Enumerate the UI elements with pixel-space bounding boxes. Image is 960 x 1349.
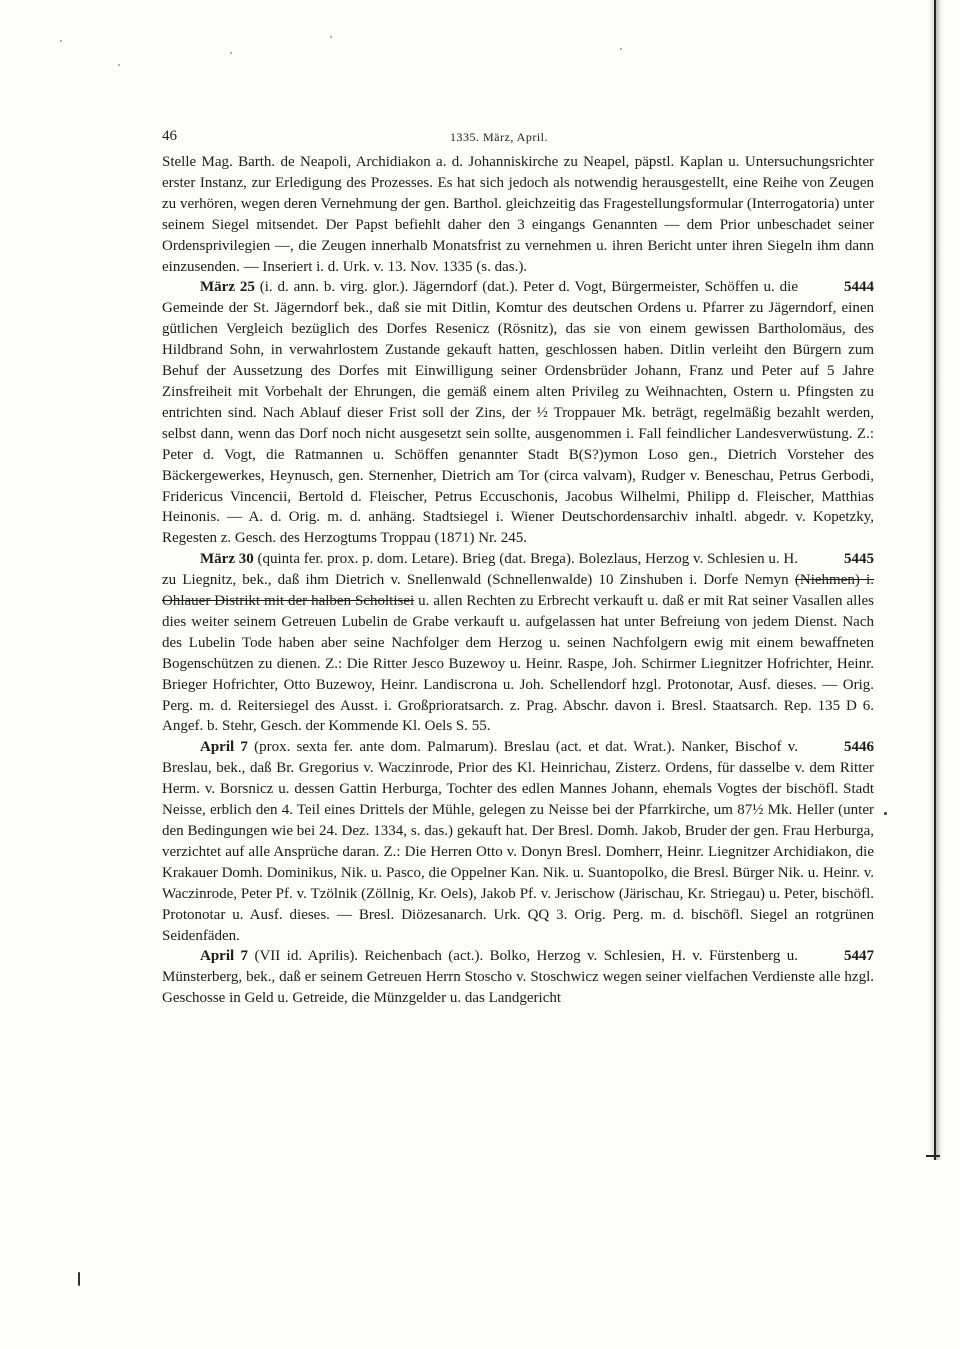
- entry-number: 5446: [844, 739, 874, 756]
- entry-number: 5447: [844, 948, 874, 965]
- scan-speck: [620, 48, 622, 50]
- entry-date: März 25: [200, 279, 255, 296]
- entry-number: 5445: [844, 551, 874, 568]
- entry-5444: [162, 277, 874, 549]
- scan-speck: [884, 812, 887, 815]
- scan-speck: [330, 36, 332, 38]
- page-number: 46: [162, 128, 177, 144]
- entry-text: u. allen Rechten zu Erbrecht verkauft u. daß er mit Rat seiner Vasallen alles dies weiter seinem Getreuen Lubelin de Grabe verkauft u. aufgelassen hat unter Befreiung von jedem Dienst. Nach des Lubelin Tode haben aber seine Nachfolger dem Herzog u. seinen Nachfolgern ewig mit einem bewaffneten Bogenschützen zu dienen. Z.: Die Ritter Jesco Buzewoy u. Heinr. Raspe, Joh. Schirmer Liegnitzer Hofrichter, Heinr. Brieger Hofrichter, Otto Buzewoy, Heinr. Landiscrona u. Joh. Schellendorf hzgl. Protonotar, Ausf. dieses. — Orig. Perg. m. d. Reitersiegel des Ausst. i. Großprioratsarch. z. Prag. Abschr. davon i. Bresl. Staatsarch. Rep. 135 D 6. Angef. b. Stehr, Gesch. der Kommende Kl. Oels S. 55.: [162, 593, 874, 735]
- entry-number: 5444: [844, 279, 874, 296]
- page-header: [162, 128, 874, 148]
- binding-shadow: [928, 0, 944, 1160]
- scan-speck: [60, 40, 62, 42]
- entry-5445: [162, 549, 874, 737]
- entry-date: April 7: [200, 739, 248, 756]
- running-head: 1335. März, April.: [450, 130, 548, 144]
- entry-date: April 7: [200, 948, 249, 965]
- entry-5446: [162, 737, 874, 946]
- entry-text: (i. d. ann. b. virg. glor.). Jägerndorf (dat.). Peter d. Vogt, Bürgermeister, Schöffen u. die Gemeinde der St. Jägerndorf bek., daß sie mit Ditlin, Komtur des deutschen Ordens u. Pfarrer zu Jägerndorf, einen gütlichen Vergleich bezüglich des Dorfes Resenicz (Rösnitz), das sie von einem gewissen Bartholomäus, des Hildbrand Sohn, in verwahrlostem Zustande gekauft hatten, geschlossen haben. Ditlin verleiht den Bürgern zum Behuf der Aussetzung des Dorfes mit Einwilligung seiner Ordensbrüder Johann, Franz und Peter auf 5 Jahre Zinsfreiheit mit Vorbehalt der Ehrungen, die gemäß einem alten Privileg zu Weihnachten, Ostern u. Pfingsten zu entrichten sind. Nach Ablauf dieser Frist soll der Zins, der ½ Troppauer Mk. beträgt, regelmäßig bezahlt werden, selbst dann, wenn das Dorf noch nicht ausgesetzt sein sollte, ausgenommen i. Fall feindlicher Landesverwüstung. Z.: Peter d. Vogt, die Ratmannen u. Schöffen genannter Stadt B(S?)ymon Loso gen., Dietrich Vorsteher des Bäckergewerkes, Heynusch, gen. Sternenher, Dietrich am Tor (circa valvam), Rudger v. Beneschau, Petrus Gerbodi, Fridericus Vincencii, Bertold d. Fleischer, Petrus Eccuschonis, Jacobus Wilhelmi, Philipp d. Fleischer, Matthias Heinonis. — A. d. Orig. m. d. anhäng. Stadtsiegel i. Wiener Deutschordensarchiv inhaltl. abgedr. v. Kopetzky, Regesten z. Gesch. des Herzogtums Troppau (1871) Nr. 245.: [162, 279, 874, 547]
- body-text: [162, 152, 874, 1009]
- scan-speck: [118, 64, 120, 66]
- scan-mark: [78, 1272, 80, 1286]
- entry-text: (quinta fer. prox. p. dom. Letare). Brieg (dat. Brega). Bolezlaus, Herzog v. Schlesien u. H. zu Liegnitz, bek., daß ihm Dietrich v. Snellenwald (Schnellenwalde) 10 Zinshuben i. Dorfe Nemyn: [162, 551, 798, 589]
- entry-continuation: Stelle Mag. Barth. de Neapoli, Archidiakon a. d. Johanniskirche zu Neapel, päpstl. Kaplan u. Untersuchungsrichter erster Instanz, zur Erledigung des Prozesses. Es hat sich jedoch als notwendig herausgestellt, eine Reihe von Zeugen zu verhören, wegen deren Vernehmung der gen. Barthol. gleichzeitig das Fragestellungsformular (Interrogatoria) unter seinem Siegel mitsendet. Der Papst befiehlt daher den 3 eingangs Genannten — dem Prior unbeschadet seiner Ordensprivilegien —, die Zeugen innerhalb Monatsfrist zu vernehmen u. ihren Bericht unter ihren Siegeln ihm dann einzusenden. — Inseriert i. d. Urk. v. 13. Nov. 1335 (s. das.).: [162, 154, 874, 275]
- entry-date: März 30: [200, 551, 254, 568]
- struck-text: (Niehmen) i. Ohlauer Distrikt mit der halben Scholtisei: [162, 572, 875, 610]
- scan-speck: [230, 52, 232, 54]
- entry-5447: [162, 946, 874, 1009]
- binding-tick-mark: [926, 1155, 940, 1157]
- entry-text: (prox. sexta fer. ante dom. Palmarum). Breslau (act. et dat. Wrat.). Nanker, Bischof v. Breslau, bek., daß Br. Gregorius v. Waczinrode, Prior des Kl. Heinrichau, Zisterz. Ordens, für dasselbe v. dem Ritter Herm. v. Borsnicz u. dessen Gattin Herburga, Tochter des edlen Mannes Johann, ehemals Vogtes der bischöfl. Stadt Neisse, erblich den 4. Teil eines Drittels der Mühle, gelegen zu Neisse bei der Pfarrkirche, um 87½ Mk. Heller (unter den Bedingungen wie bei 24. Dez. 1334, s. das.) gekauft hat. Der Bresl. Domh. Jakob, Bruder der gen. Frau Herburga, verzichtet auf alle Ansprüche daran. Z.: Die Herren Otto v. Donyn Bresl. Domherr, Heinr. Liegnitzer Archidiakon, die Krakauer Domh. Dominikus, Nik. u. Pasco, die Oppelner Kan. Nik. u. Suantopolko, die Bresl. Bürger Nik. u. Heinr. v. Waczinrode, Peter Pf. v. Tzölnik (Zöllnig, Kr. Oels), Jakob Pf. v. Jerischow (Järischau, Kr. Striegau) u. Peter, bischöfl. Protonotar u. Ausf. dieses. — Bresl. Diözesanarch. Urk. QQ 3. Orig. Perg. m. d. bischöfl. Siegel an rotgrünen Seidenfäden.: [162, 739, 874, 944]
- entry-text: (VII id. Aprilis). Reichenbach (act.). Bolko, Herzog v. Schlesien, H. v. Fürstenberg u. Münsterberg, bek., daß er seinem Getreuen Herrn Stoscho v. Stoschwicz wegen seiner vielfachen Verdienste alle hzgl. Geschosse in Geld u. Getreide, die Münzgelder u. das Landgericht: [162, 948, 874, 1007]
- binding-edge-line: [934, 0, 936, 1160]
